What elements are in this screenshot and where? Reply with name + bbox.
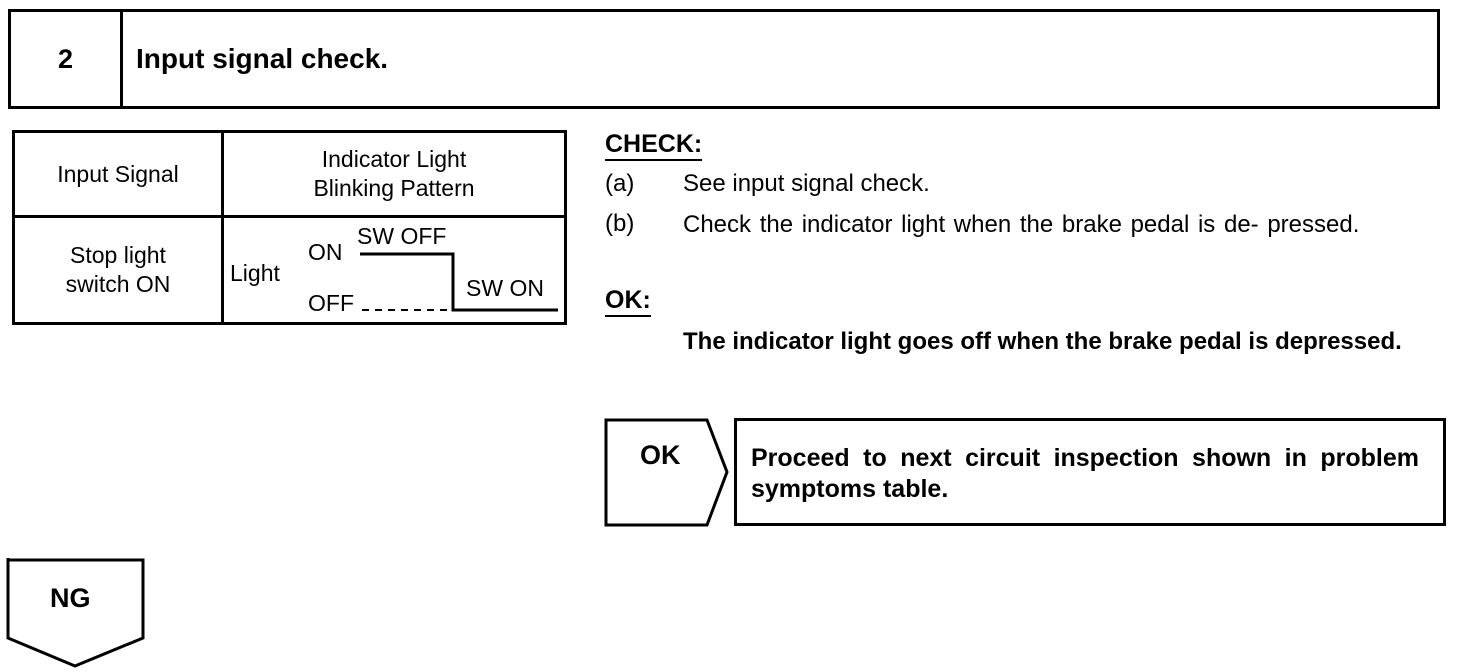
ok-condition-text: The indicator light goes off when the brake pedal is depressed. — [683, 328, 1402, 355]
header-indicator-line1: Indicator Light — [321, 146, 467, 172]
blinking-pattern-diagram — [224, 218, 564, 322]
proceed-text: Proceed to next circuit inspection shown in problem symptoms table. — [751, 444, 1419, 503]
header-input-signal — [15, 133, 221, 215]
check-item-b-letter: (b) — [605, 210, 635, 237]
pattern-off-label: OFF — [308, 290, 354, 316]
ng-flow-label: NG — [50, 583, 91, 613]
pattern-on-label: ON — [308, 239, 343, 265]
ok-flow-arrow-icon — [604, 418, 730, 528]
pattern-sw-off-label: SW OFF — [357, 223, 447, 249]
proceed-box — [734, 418, 1446, 526]
row-input-line2: switch ON — [65, 271, 171, 297]
row-input-stop-light — [15, 218, 221, 322]
step-number: 2 — [11, 12, 123, 106]
check-item-a-text: See input signal check. — [683, 170, 930, 197]
pattern-light-label: Light — [230, 260, 280, 286]
ok-flow-label: OK — [640, 440, 681, 470]
row-input-line1: Stop light — [70, 242, 166, 268]
ok-heading: OK: — [605, 286, 651, 317]
check-item-a-letter: (a) — [605, 170, 635, 197]
step-title: Input signal check. — [136, 43, 389, 74]
pattern-waveform — [224, 218, 564, 322]
check-heading: CHECK: — [605, 130, 702, 161]
pattern-signal-line — [360, 254, 558, 310]
header-indicator-light — [224, 133, 564, 215]
check-item-b-text: Check the indicator light when the brake pedal is de- pressed. — [683, 211, 1360, 238]
pattern-sw-on-label: SW ON — [466, 275, 544, 301]
signal-table — [12, 130, 567, 325]
ng-flow-arrow-icon — [6, 558, 146, 670]
step-header — [8, 9, 1440, 109]
header-indicator-line2: Blinking Pattern — [313, 175, 475, 201]
header-input-signal-label: Input Signal — [57, 160, 179, 187]
